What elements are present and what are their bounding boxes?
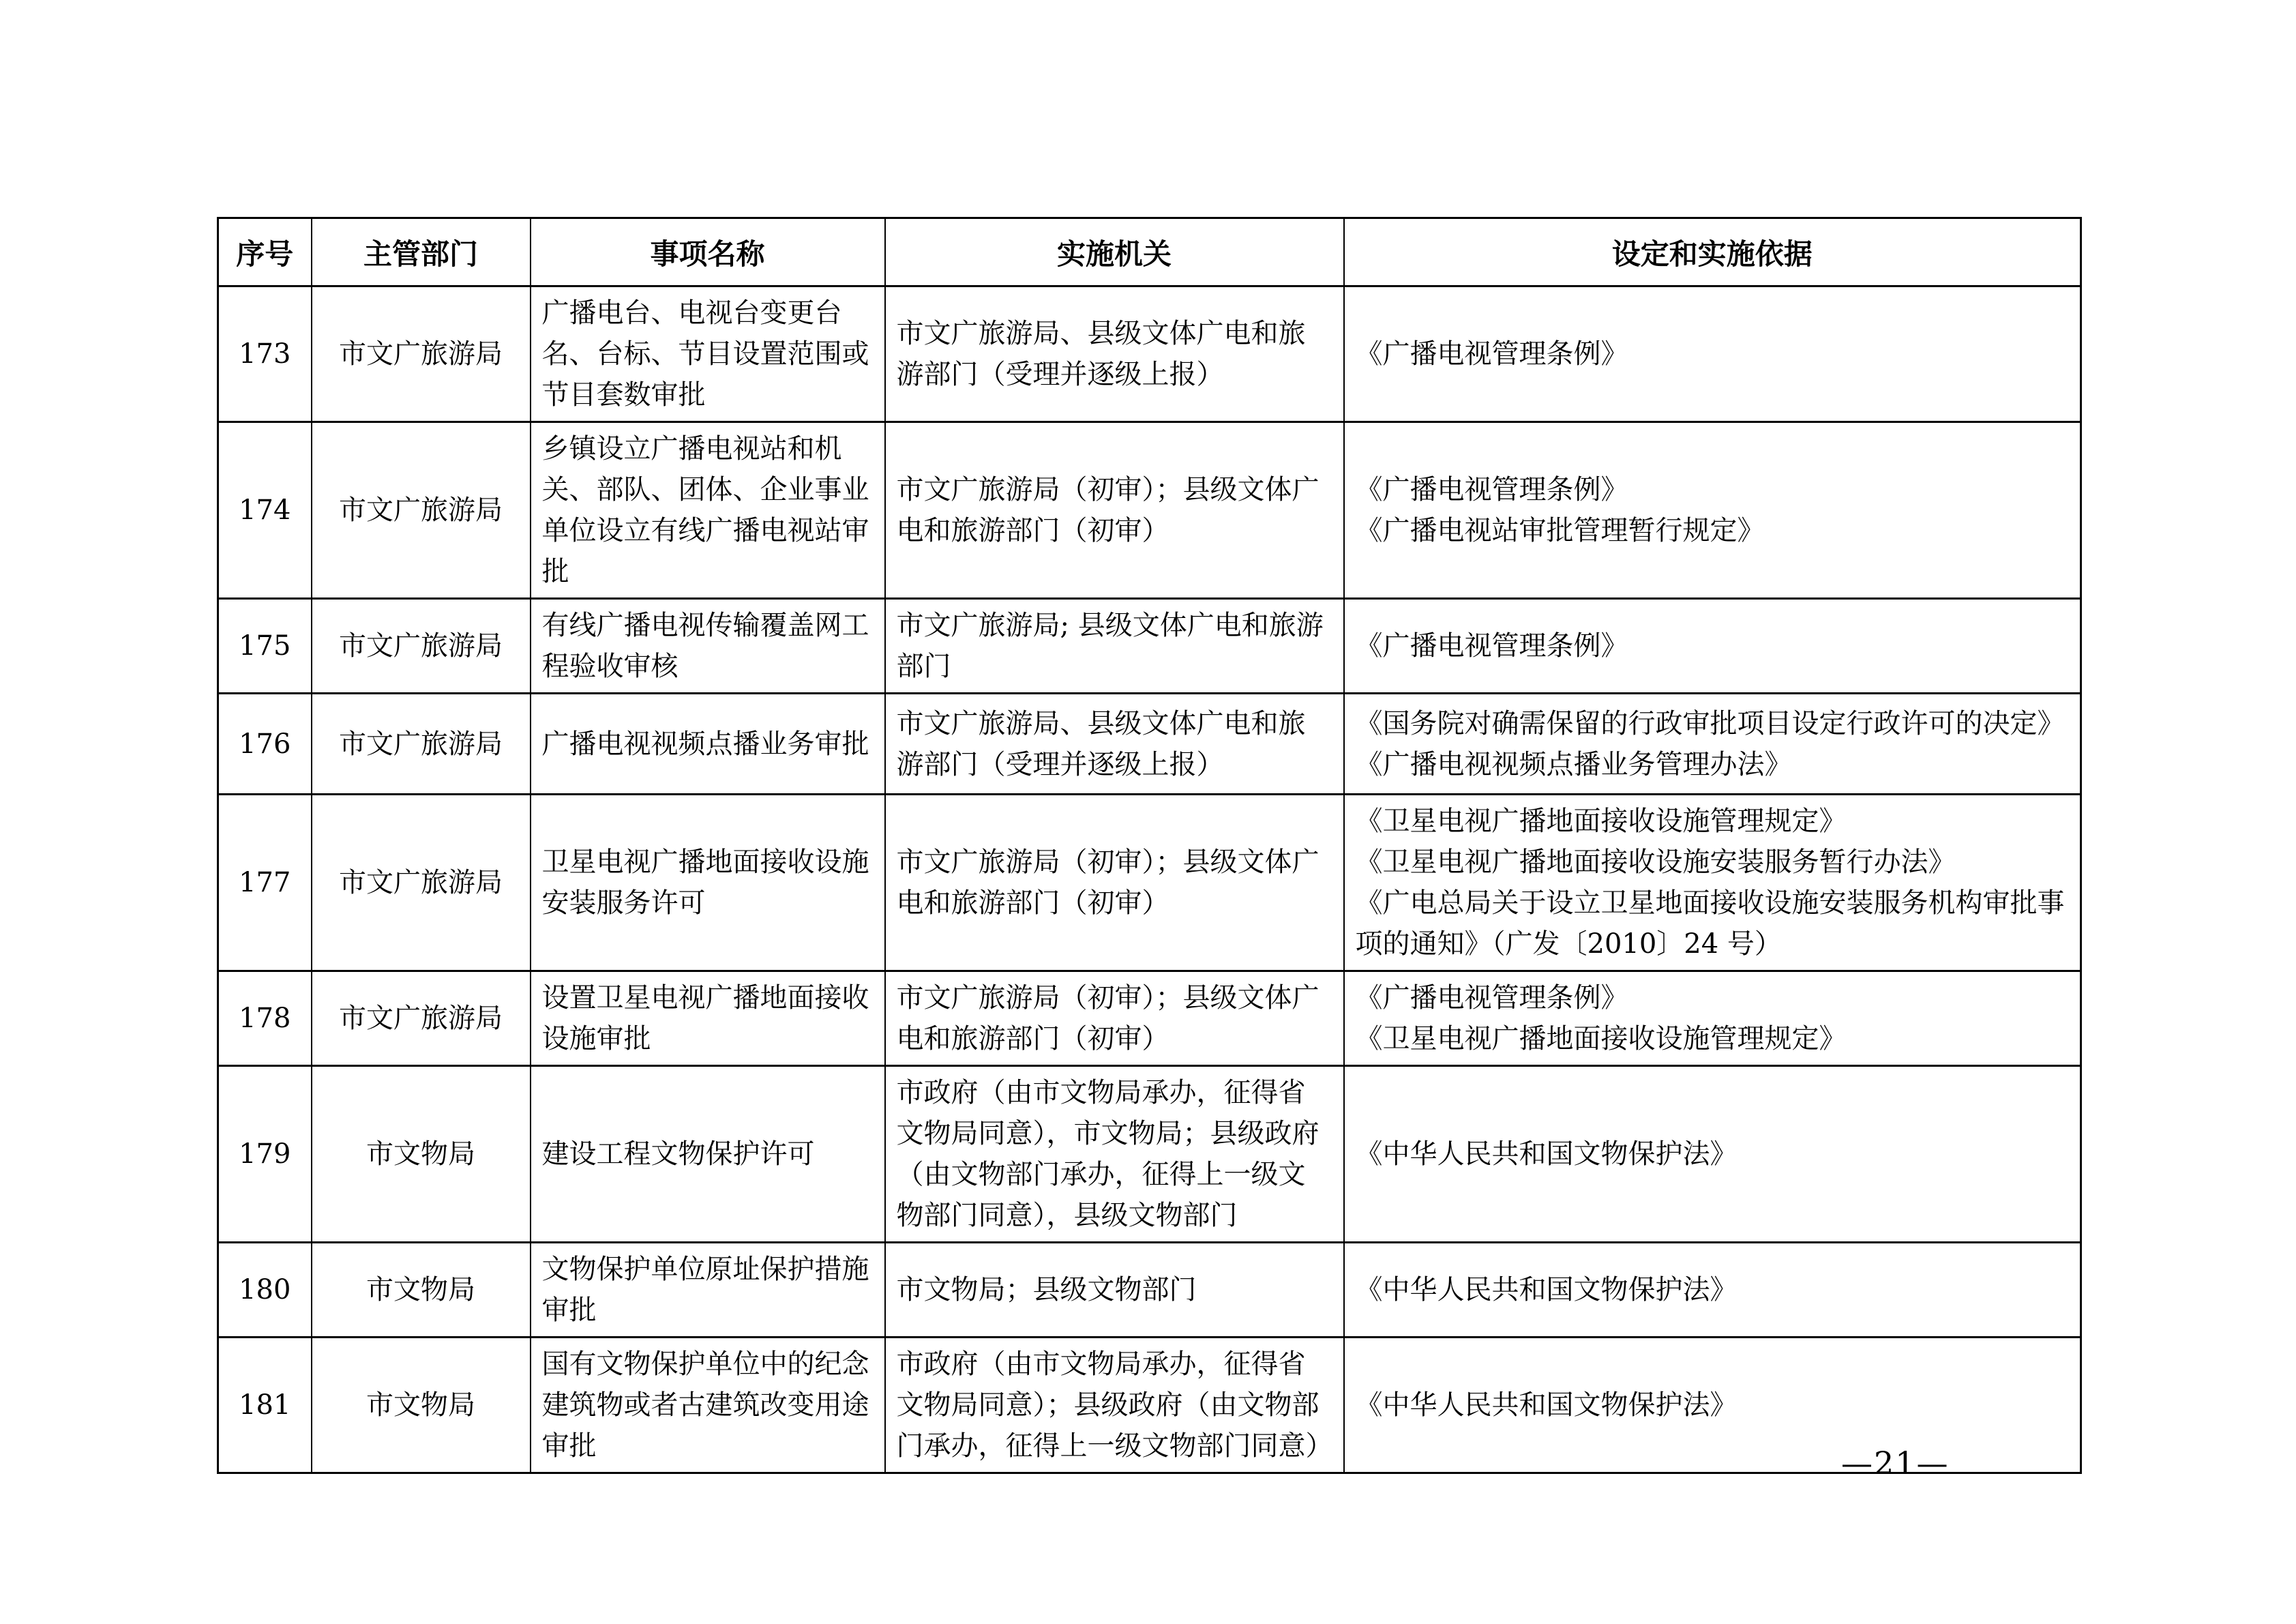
row-number-cell: 180 [218, 1243, 312, 1338]
table-body [218, 286, 2081, 1473]
department-cell: 市文物局 [312, 1243, 531, 1338]
row-number-cell: 175 [218, 599, 312, 694]
basis-line: 《中华人民共和国文物保护法》 [1355, 1138, 1738, 1170]
legal-basis-cell [1344, 1338, 2081, 1473]
department-cell: 市文广旅游局 [312, 422, 531, 599]
row-number-cell: 177 [218, 795, 312, 971]
legal-basis-cell [1344, 694, 2081, 795]
row-number-cell: 179 [218, 1066, 312, 1243]
row-number-cell: 176 [218, 694, 312, 795]
department-cell: 市文广旅游局 [312, 599, 531, 694]
row-number-cell: 178 [218, 971, 312, 1066]
approval-items-table [217, 217, 2082, 1474]
page-number: —21— [1841, 1445, 1950, 1481]
row-number-cell: 173 [218, 286, 312, 422]
item-name-cell: 乡镇设立广播电视站和机关、部队、团体、企业事业单位设立有线广播电视站审批 [531, 422, 885, 599]
basis-line: 《中华人民共和国文物保护法》 [1355, 1274, 1738, 1305]
agency-cell: 市政府（由市文物局承办，征得省文物局同意），市文物局；县级政府（由文物部门承办，征得上一级文物部门同意），县级文物部门 [885, 1066, 1344, 1243]
legal-basis-cell [1344, 422, 2081, 599]
item-name-cell: 文物保护单位原址保护措施审批 [531, 1243, 885, 1338]
agency-cell: 市文物局；县级文物部门 [885, 1243, 1344, 1338]
table-row [218, 971, 2081, 1066]
table-row [218, 694, 2081, 795]
item-name-cell: 国有文物保护单位中的纪念建筑物或者古建筑改变用途审批 [531, 1338, 885, 1473]
basis-line: 《卫星电视广播地面接收设施管理规定》 [1355, 806, 1847, 837]
agency-cell: 市文广旅游局、县级文体广电和旅游部门（受理并逐级上报） [885, 694, 1344, 795]
agency-cell: 市文广旅游局、县级文体广电和旅游部门（受理并逐级上报） [885, 286, 1344, 422]
column-header: 主管部门 [312, 218, 531, 286]
item-name-cell: 建设工程文物保护许可 [531, 1066, 885, 1243]
basis-line: 《广电总局关于设立卫星地面接收设施安装服务机构审批事项的通知》（广发〔2010〕24 号） [1355, 887, 2065, 960]
basis-line: 《广播电视管理条例》 [1355, 630, 1628, 662]
department-cell: 市文物局 [312, 1066, 531, 1243]
column-header: 实施机关 [885, 218, 1344, 286]
legal-basis-cell [1344, 1066, 2081, 1243]
legal-basis-cell [1344, 795, 2081, 971]
basis-line: 《广播电视站审批管理暂行规定》 [1355, 515, 1765, 546]
column-header: 设定和实施依据 [1344, 218, 2081, 286]
basis-line: 《中华人民共和国文物保护法》 [1355, 1389, 1738, 1421]
item-name-cell: 设置卫星电视广播地面接收设施审批 [531, 971, 885, 1066]
item-name-cell: 有线广播电视传输覆盖网工程验收审核 [531, 599, 885, 694]
table-row [218, 795, 2081, 971]
department-cell: 市文广旅游局 [312, 795, 531, 971]
table-header [218, 218, 2081, 286]
basis-line: 《广播电视管理条例》 [1355, 474, 1628, 505]
row-number-cell: 174 [218, 422, 312, 599]
item-name-cell: 卫星电视广播地面接收设施安装服务许可 [531, 795, 885, 971]
table-row [218, 1066, 2081, 1243]
legal-basis-cell [1344, 1243, 2081, 1338]
basis-line: 《卫星电视广播地面接收设施管理规定》 [1355, 1023, 1847, 1054]
legal-basis-cell [1344, 971, 2081, 1066]
column-header: 序号 [218, 218, 312, 286]
basis-line: 《国务院对确需保留的行政审批项目设定行政许可的决定》 [1355, 707, 2065, 739]
department-cell: 市文物局 [312, 1338, 531, 1473]
table-row [218, 599, 2081, 694]
department-cell: 市文广旅游局 [312, 971, 531, 1066]
table-row [218, 1243, 2081, 1338]
basis-line: 《广播电视管理条例》 [1355, 982, 1628, 1014]
table-row [218, 422, 2081, 599]
table-header-row [218, 218, 2081, 286]
agency-cell: 市文广旅游局（初审）；县级文体广电和旅游部门（初审） [885, 971, 1344, 1066]
agency-cell: 市文广旅游局; 县级文体广电和旅游部门 [885, 599, 1344, 694]
legal-basis-cell [1344, 286, 2081, 422]
department-cell: 市文广旅游局 [312, 694, 531, 795]
legal-basis-cell [1344, 599, 2081, 694]
basis-line: 《广播电视管理条例》 [1355, 338, 1628, 370]
table-row [218, 286, 2081, 422]
agency-cell: 市政府（由市文物局承办，征得省文物局同意）；县级政府（由文物部门承办，征得上一级文物部门同意） [885, 1338, 1344, 1473]
basis-line: 《广播电视视频点播业务管理办法》 [1355, 748, 1792, 780]
department-cell: 市文广旅游局 [312, 286, 531, 422]
agency-cell: 市文广旅游局（初审）；县级文体广电和旅游部门（初审） [885, 795, 1344, 971]
table-row [218, 1338, 2081, 1473]
basis-line: 《卫星电视广播地面接收设施安装服务暂行办法》 [1355, 846, 1956, 878]
agency-cell: 市文广旅游局（初审）；县级文体广电和旅游部门（初审） [885, 422, 1344, 599]
row-number-cell: 181 [218, 1338, 312, 1473]
item-name-cell: 广播电台、电视台变更台名、台标、节目设置范围或节目套数审批 [531, 286, 885, 422]
column-header: 事项名称 [531, 218, 885, 286]
item-name-cell: 广播电视视频点播业务审批 [531, 694, 885, 795]
